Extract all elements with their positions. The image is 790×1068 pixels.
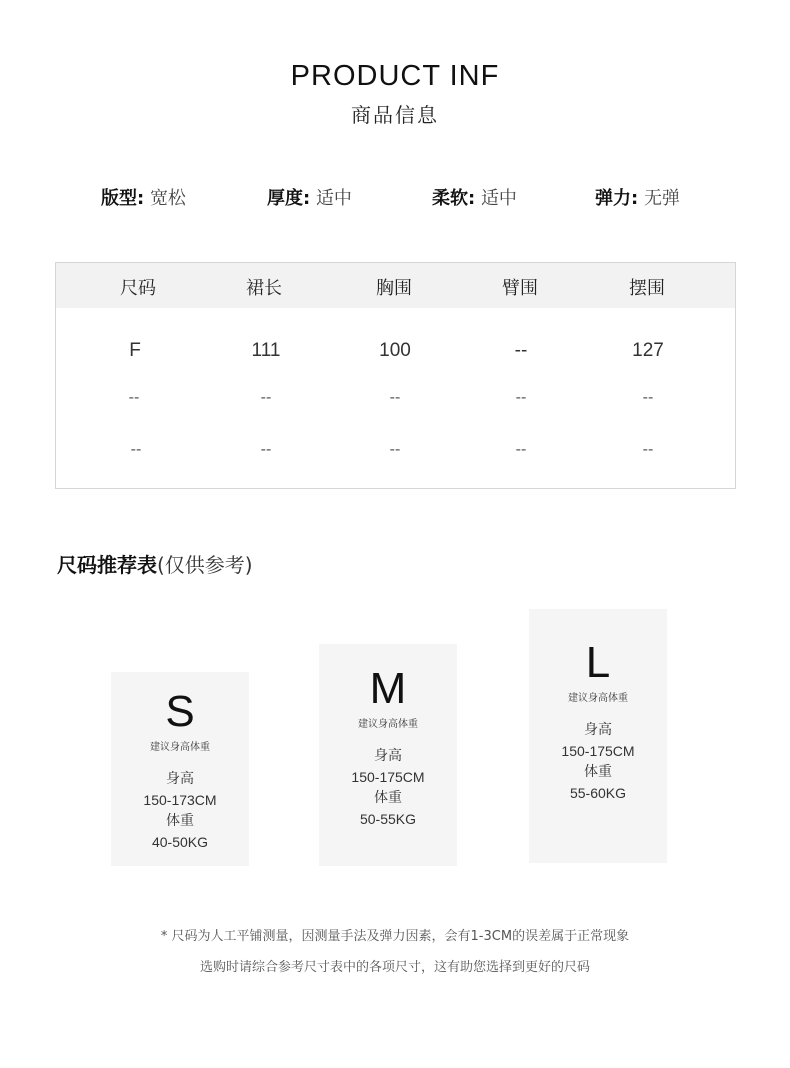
weight-label: 体重 (166, 813, 194, 829)
size-letter: L (585, 638, 611, 687)
table-cell: 127 (632, 340, 664, 361)
attribute-key: 弹力: (595, 188, 639, 209)
height-label: 身高 (166, 771, 194, 787)
table-cell: -- (128, 389, 140, 406)
table-cell: -- (642, 389, 654, 406)
table-cell: F (129, 340, 141, 361)
size-table (55, 262, 736, 489)
table-cell: 100 (379, 340, 411, 361)
table-header-cell: 摆围 (629, 278, 665, 299)
weight-value: 50-55KG (359, 811, 417, 827)
attribute-key: 版型: (101, 188, 145, 209)
page-title-zh: 商品信息 (351, 103, 439, 127)
height-label: 身高 (374, 748, 402, 764)
table-cell: -- (514, 340, 528, 361)
recommend-title-sub: (仅供参考) (157, 553, 253, 577)
size-card-s (111, 672, 249, 866)
table-cell: -- (389, 441, 401, 458)
table-header-cell: 尺码 (120, 278, 156, 299)
table-header (56, 263, 735, 308)
size-hint: 建议身高体重 (568, 693, 628, 704)
height-value: 150-175CM (351, 769, 425, 785)
height-value: 150-175CM (561, 743, 635, 759)
table-cell: -- (515, 441, 527, 458)
height-value: 150-173CM (143, 792, 217, 808)
attribute-softness (432, 184, 517, 210)
table-cell: -- (260, 441, 272, 458)
size-hint: 建议身高体重 (358, 719, 418, 730)
table-cell: 111 (251, 340, 281, 361)
size-card-l (529, 609, 667, 863)
weight-value: 40-50KG (151, 834, 209, 850)
size-card-m (319, 644, 457, 866)
size-hint: 建议身高体重 (150, 742, 210, 753)
table-header-cell: 臂围 (502, 278, 538, 299)
attribute-value: 适中 (480, 188, 517, 209)
weight-label: 体重 (374, 790, 402, 806)
weight-value: 55-60KG (569, 785, 627, 801)
weight-label: 体重 (584, 764, 612, 780)
attribute-thickness (267, 184, 352, 210)
attribute-row (0, 184, 790, 210)
table-cell: -- (642, 441, 654, 458)
table-cell: -- (130, 441, 142, 458)
attribute-key: 柔软: (432, 188, 476, 209)
table-header-cell: 裙长 (246, 278, 282, 299)
recommend-title (57, 549, 253, 578)
attribute-value: 适中 (315, 188, 352, 209)
attribute-value: 宽松 (149, 188, 186, 209)
purchase-note: 选购时请综合参考尺寸表中的各项尺寸，这有助您选择到更好的尺码 (199, 960, 590, 975)
table-cell: -- (515, 389, 527, 406)
table-cell: -- (260, 389, 272, 406)
measurement-note: * 尺码为人工平铺测量，因测量手法及弹力因素，会有1-3CM的误差属于正常现象 (160, 929, 630, 944)
table-header-cell: 胸围 (376, 278, 412, 299)
attribute-elasticity (595, 184, 680, 210)
size-letter: M (369, 664, 407, 713)
table-cell: -- (389, 389, 401, 406)
attribute-fit (101, 184, 186, 210)
attribute-value: 无弹 (643, 188, 680, 209)
attribute-key: 厚度: (267, 188, 311, 209)
size-letter: S (165, 687, 195, 736)
height-label: 身高 (584, 722, 612, 738)
page-title-en: PRODUCT INF (290, 60, 500, 92)
recommend-title-main: 尺码推荐表 (57, 553, 157, 577)
